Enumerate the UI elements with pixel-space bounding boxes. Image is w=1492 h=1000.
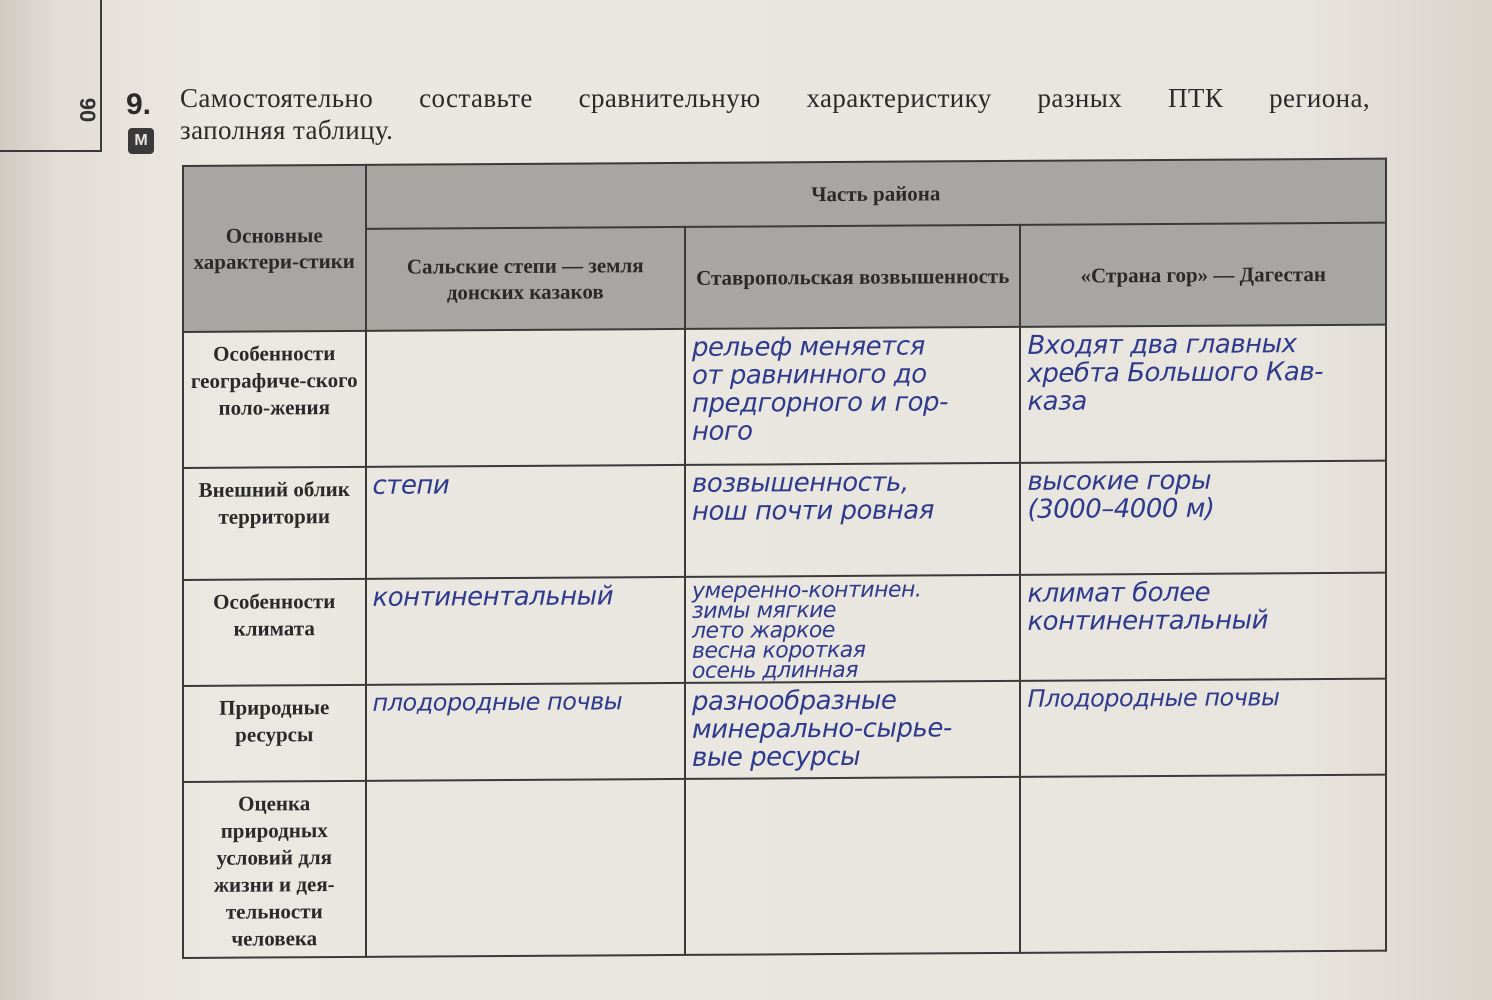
handwritten-line: Входят два главных	[1027, 329, 1297, 361]
answer-cell[interactable]	[1020, 461, 1386, 575]
answer-cell[interactable]	[366, 779, 686, 957]
row-label: Природные ресурсы	[183, 685, 366, 782]
answer-cell[interactable]	[685, 463, 1020, 577]
handwritten-line: разнообразные	[692, 685, 897, 717]
handwritten-line: рельеф меняется	[692, 331, 925, 363]
page-number: 90	[75, 97, 100, 123]
answer-cell[interactable]	[685, 327, 1020, 465]
task-number: 9.	[126, 88, 152, 121]
answer-cell[interactable]	[366, 683, 686, 781]
handwritten-line: нош почти ровная	[692, 495, 934, 527]
handwritten-line: умеренно-континен.	[692, 577, 922, 604]
handwritten-line: зимы мягкие	[692, 598, 836, 624]
handwritten-line: степи	[372, 470, 450, 501]
handwritten-line: континентальный	[1027, 605, 1269, 637]
table-row	[183, 461, 1386, 580]
column-header: «Страна гор» — Дагестан	[1020, 223, 1386, 327]
row-label: Особенности географиче-ского поло-жения	[183, 331, 366, 468]
answer-cell[interactable]	[685, 681, 1020, 779]
handwritten-line: каза	[1027, 386, 1087, 417]
column-header: Ставропольская возвышенность	[685, 225, 1020, 329]
handwritten-line: вые ресурсы	[692, 741, 861, 773]
handwritten-line: от равнинного до	[692, 359, 927, 391]
handwritten-line: Плодородные почвы	[1027, 683, 1280, 713]
group-header: Часть района	[366, 159, 1387, 229]
answer-cell[interactable]	[366, 465, 686, 579]
row-label: Особенности климата	[183, 579, 366, 686]
handwritten-line: лето жаркое	[692, 618, 835, 644]
answer-cell[interactable]	[1020, 679, 1386, 777]
instruction-line-2: заполняя таблицу.	[180, 115, 394, 145]
handwritten-line: возвышенность,	[692, 467, 909, 499]
handwritten-line: ного	[692, 416, 753, 447]
answer-cell[interactable]	[1020, 775, 1386, 953]
handwritten-line: минерально-сырье-	[692, 713, 952, 745]
handwritten-line: осень длинная	[692, 657, 858, 684]
corner-header: Основные характери-стики	[183, 165, 366, 332]
handwritten-line: высокие горы	[1027, 465, 1211, 497]
table-row	[183, 573, 1386, 686]
handwritten-line: (3000–4000 м)	[1027, 493, 1215, 525]
row-label: Внешний облик территории	[183, 467, 366, 580]
answer-cell[interactable]	[685, 575, 1020, 683]
ptk-comparison-table	[182, 158, 1387, 959]
handwritten-line: плодородные почвы	[372, 687, 623, 717]
table-row	[183, 679, 1386, 782]
handwritten-line: предгорного и гор-	[692, 387, 948, 419]
table-row	[183, 325, 1386, 468]
table-row	[183, 775, 1386, 958]
answer-cell[interactable]	[1020, 325, 1386, 463]
handwritten-line: весна короткая	[692, 637, 866, 664]
row-label: Оценка природных условий для жизни и дея-тельности человека	[183, 781, 366, 958]
answer-cell[interactable]	[366, 577, 686, 685]
task-badge-icon: М	[128, 128, 154, 154]
answer-cell[interactable]	[685, 777, 1020, 955]
handwritten-line: хребта Большого Кав-	[1027, 357, 1324, 389]
answer-cell[interactable]	[366, 329, 686, 467]
handwritten-line: континентальный	[372, 581, 614, 613]
handwritten-line: климат более	[1027, 577, 1211, 609]
answer-cell[interactable]	[1020, 573, 1386, 681]
column-header: Сальские степи — земля донских казаков	[366, 227, 686, 331]
instruction-line-1: Самостоятельно составьте сравнительную характеристику разных ПТК региона,	[180, 83, 1370, 113]
task-instruction	[180, 82, 1370, 146]
